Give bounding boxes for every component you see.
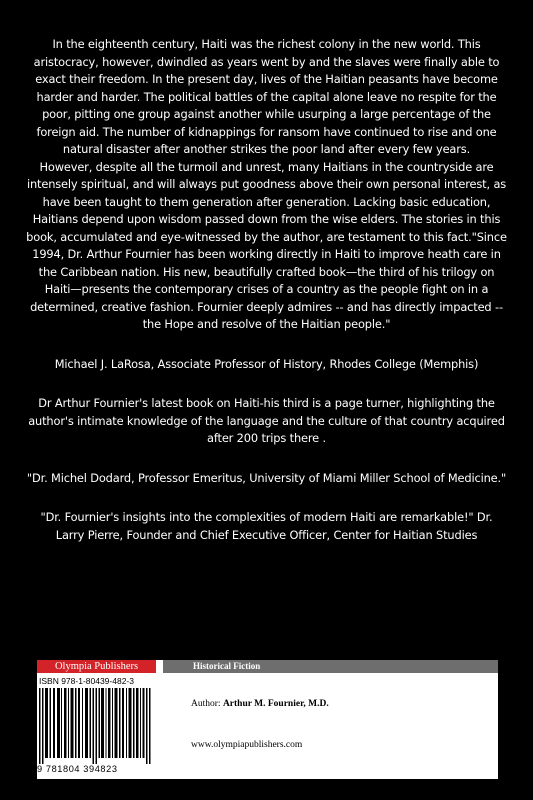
author-label: Author:: [191, 699, 221, 709]
blurb-attribution-larosa: Michael J. LaRosa, Associate Professor of History, Rhodes College (Memphis): [54, 356, 479, 371]
publisher-label: Olympia Publishers: [37, 660, 156, 673]
isbn-text: ISBN 978-1-80439-482-3: [39, 676, 134, 686]
barcode-panel: [37, 660, 498, 779]
blurb-paragraph-dodard-review: Dr Arthur Fournier's latest book on Haiti-his third is a page turner, highlighting the author's intimate knowledge of the language and the culture of that country acquired after 200 trips there .: [28, 396, 505, 445]
blurb-quote-pierre: "Dr. Fournier's insights into the complexities of modern Haiti are remarkable!" Dr. Larry Pierre, Founder and Chief Executive Officer, Center for Haitian Studies: [40, 510, 493, 542]
blurb-paragraph-review: However, despite all the turmoil and unrest, many Haitians in the countryside are intensely spiritual, and will always put goodness above their own personal interest, as have been taught to them generation after generation. Lacking basic education, Haitians depend upon wisdom passed down from the wise elders. The stories in this book, accumulated and eye-witnessed by the author, are testament to this fact."Since 1994, Dr. Arthur Fournier has been working directly in Haiti to improve heath care in the Caribbean nation. His new, beautifully crafted book—the third of his trilogy on Haiti—presents the contemporary crises of a country as the people fight on in a determined, creative fashion. Fournier deeply admires -- and has directly impacted -- the Hope and resolve of the Haitian people.": [26, 159, 507, 331]
publisher-website: www.olympiapublishers.com: [191, 740, 303, 750]
blurb-attribution-dodard: "Dr. Michel Dodard, Professor Emeritus, University of Miami Miller School of Medicine.": [26, 470, 507, 485]
barcode-digits: 9 781804 394823: [37, 764, 118, 774]
author-line: [191, 699, 329, 709]
blurb-paragraph-intro: In the eighteenth century, Haiti was the richest colony in the new world. This aristocracy, however, dwindled as years went by and the slaves were finally able to exact their freedom. In the present day, lives of the Haitian peasants have become harder and harder. The political battles of the capital alone leave no respite for the poor, pitting one group against another while usurping a large percentage of the foreign aid. The number of kidnappings for ransom have continued to rise and one natural disaster after another strikes the poor land after every few years.: [33, 37, 500, 156]
genre-label: Historical Fiction: [163, 660, 498, 673]
barcode-icon: [39, 688, 151, 764]
back-cover-blurb: [26, 36, 507, 544]
author-name: Arthur M. Fournier, M.D.: [222, 699, 329, 709]
